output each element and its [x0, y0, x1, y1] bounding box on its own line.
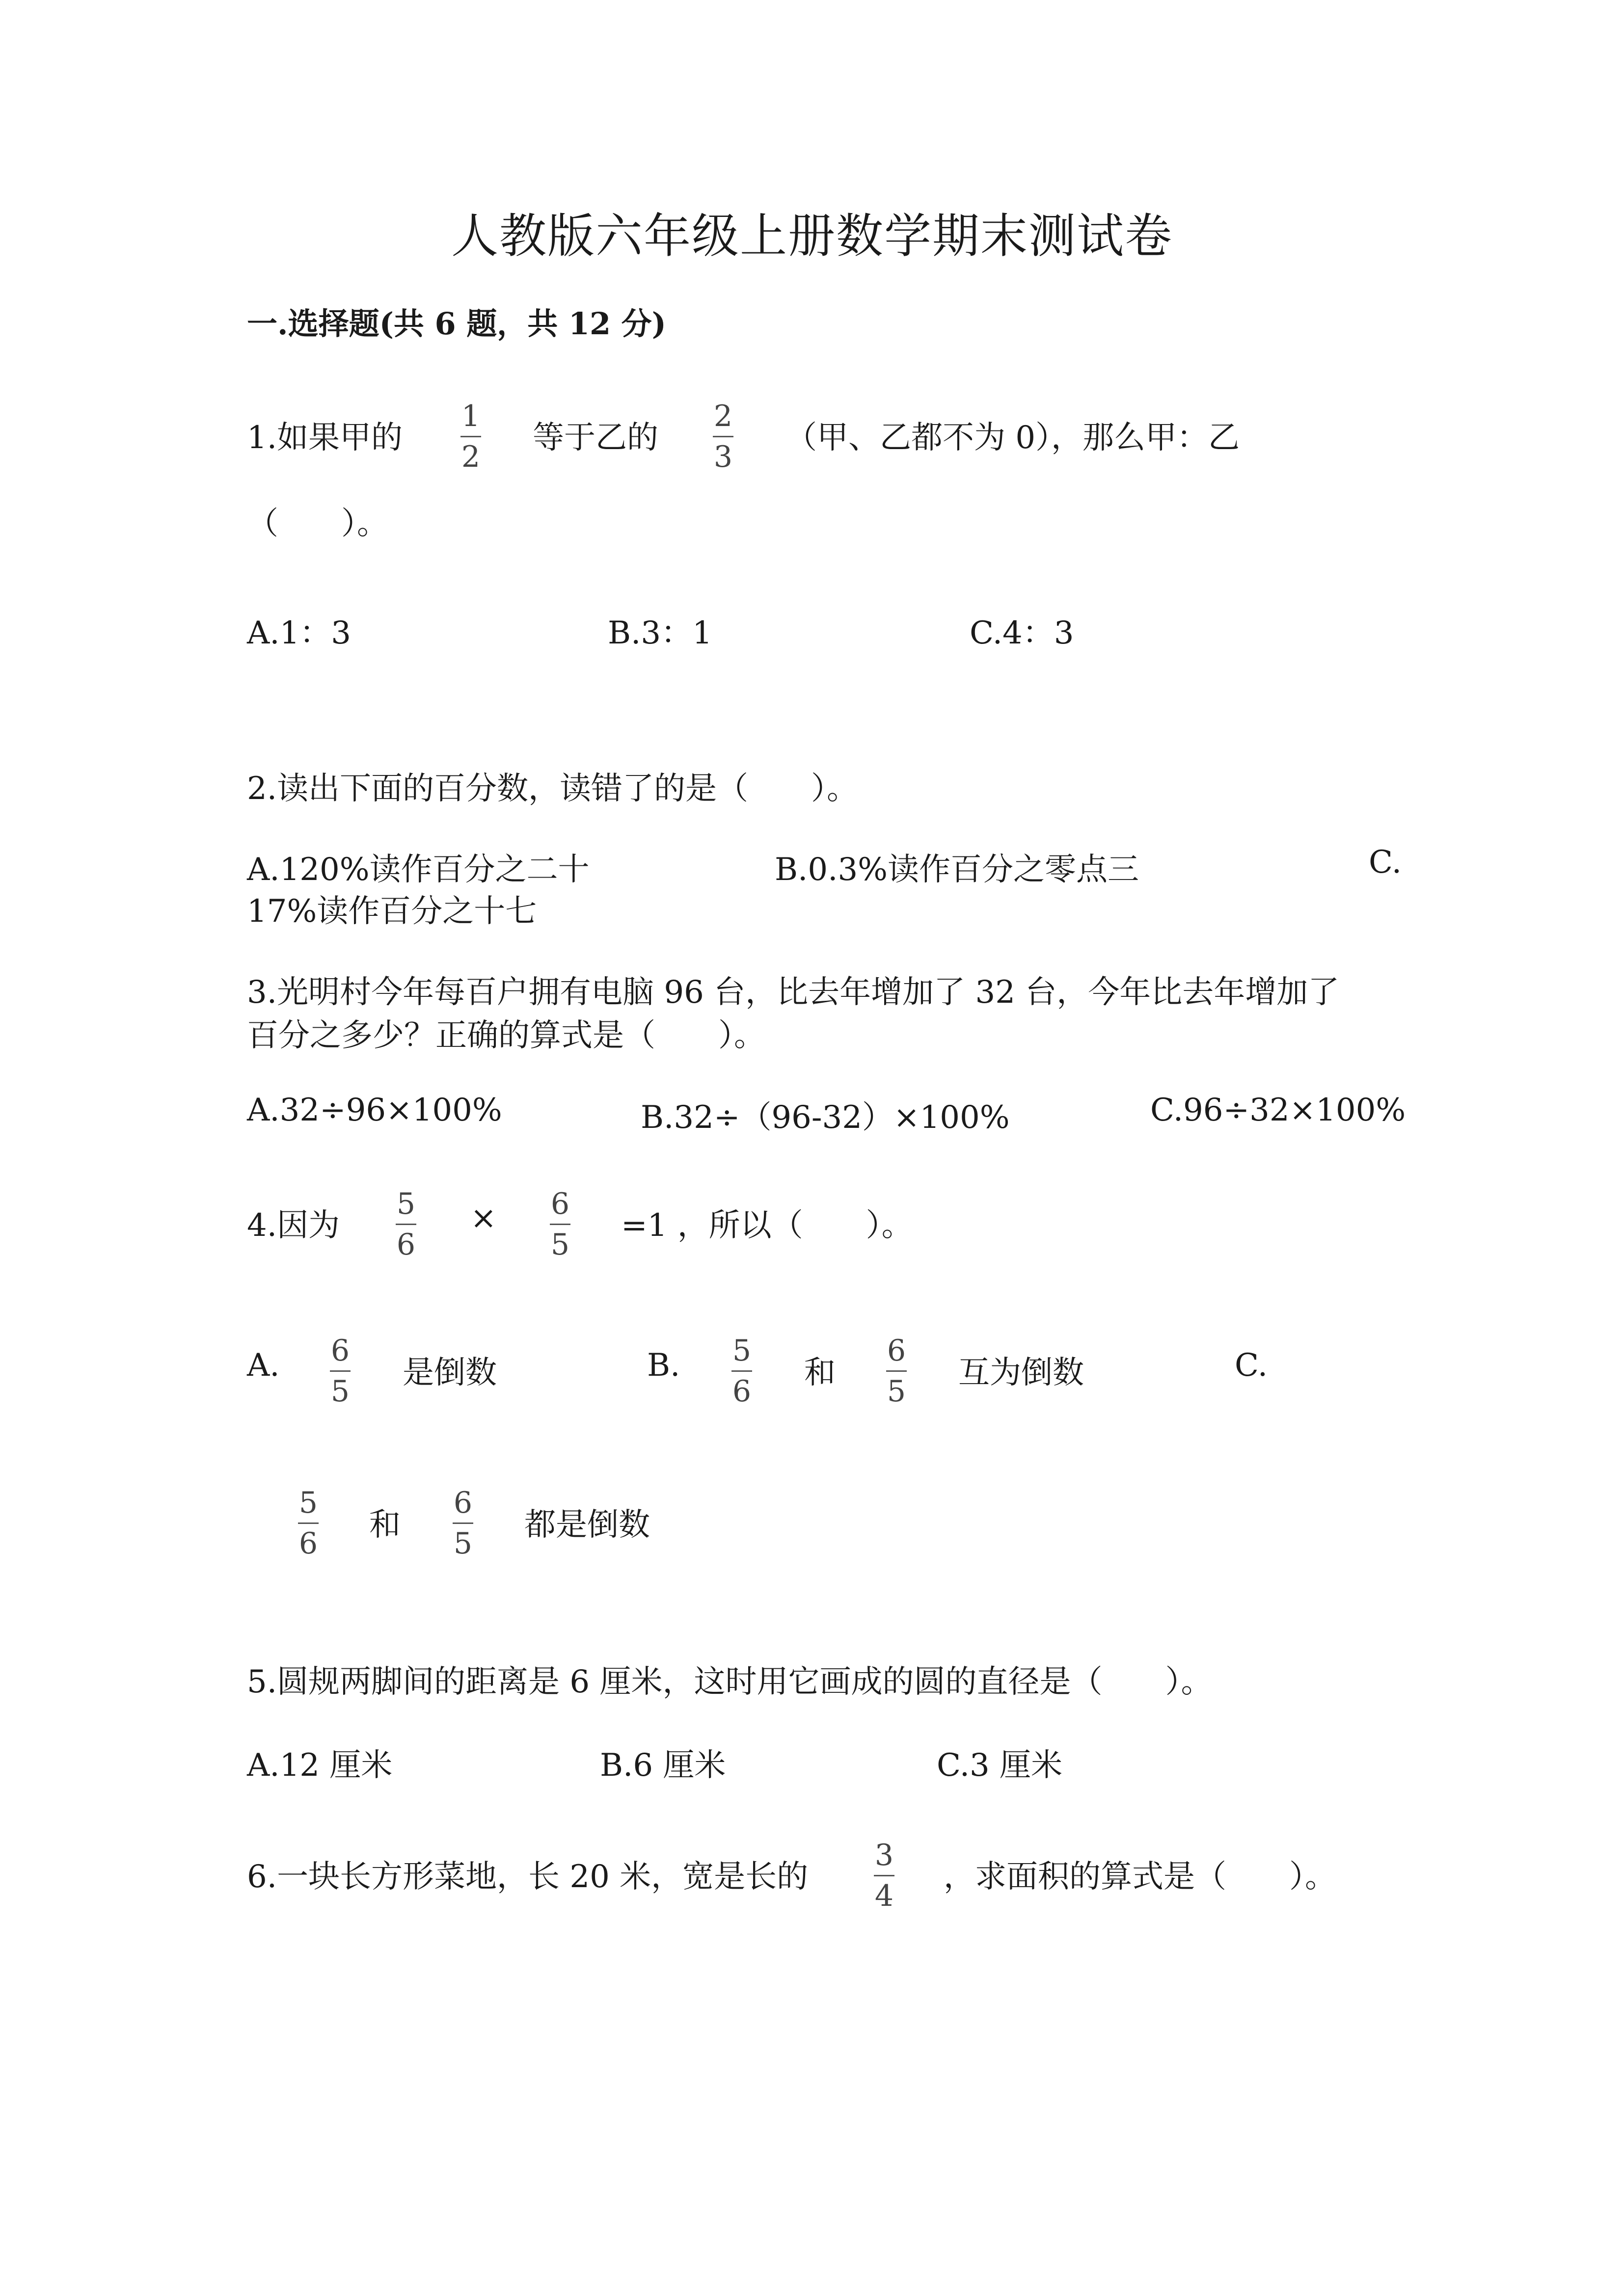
fraction-bar	[731, 1370, 752, 1372]
fraction-bar	[460, 436, 481, 437]
q4-option-c-label: C.	[1235, 1347, 1268, 1384]
fraction-bar	[396, 1224, 416, 1225]
q5-option-c: C.3 厘米	[937, 1747, 1063, 1784]
q1-text-d: （ ）。	[247, 506, 388, 542]
q1-option-c: C.4：3	[970, 615, 1074, 651]
fraction-bar	[713, 436, 733, 437]
q4-option-b-and: 和	[804, 1355, 836, 1391]
q2-option-b: B.0.3%读作百分之零点三	[775, 852, 1139, 888]
q1-option-a: A.1：3	[247, 615, 351, 651]
q4-option-a-fraction	[330, 1334, 351, 1409]
fraction-bar	[874, 1875, 894, 1876]
q4-optC-f1-numerator: 5	[298, 1486, 318, 1520]
fraction-bar	[550, 1224, 570, 1225]
q1-text-a: 1.如果甲的	[247, 420, 403, 456]
q1-f1-denominator: 2	[461, 440, 481, 474]
q4-optB-f1-numerator: 5	[732, 1334, 752, 1368]
q4-f1-denominator: 6	[396, 1228, 416, 1262]
q4-option-c-and: 和	[369, 1507, 401, 1543]
q2-option-c-label: C.	[1369, 844, 1402, 881]
q4-optB-f1-denominator: 6	[732, 1374, 752, 1409]
q4-option-b-label: B.	[647, 1347, 680, 1384]
q1-text-b: 等于乙的	[533, 420, 658, 456]
fraction-bar	[298, 1522, 319, 1524]
q4-text-a: 4.因为	[247, 1207, 340, 1244]
q5-option-a: A.12 厘米	[247, 1747, 393, 1784]
q4-optB-f2-numerator: 6	[887, 1334, 906, 1368]
q4-option-b-fraction-1	[731, 1334, 752, 1409]
q4-f2-denominator: 5	[550, 1228, 570, 1262]
q3-option-a: A.32÷96×100%	[247, 1092, 502, 1128]
q4-option-a-label: A.	[247, 1347, 280, 1384]
q4-optA-numerator: 6	[330, 1334, 350, 1368]
q4-option-b-fraction-2	[886, 1334, 907, 1409]
q3-option-c: C.96÷32×100%	[1150, 1092, 1406, 1128]
q4-optC-f1-denominator: 6	[298, 1526, 318, 1561]
page-title: 人教版六年级上册数学期末测试卷	[451, 209, 1173, 264]
q1-f1-numerator: 1	[461, 399, 481, 433]
q5-text: 5.圆规两脚间的距离是 6 厘米，这时用它画成的圆的直径是（ ）。	[247, 1664, 1213, 1700]
q2-option-a: A.120%读作百分之二十	[247, 852, 590, 888]
q4-optB-f2-denominator: 5	[887, 1374, 906, 1409]
q1-fraction-1	[460, 401, 481, 472]
q1-option-b: B.3：1	[608, 615, 712, 651]
q4-text-b: =1 ，所以（ ）。	[621, 1207, 913, 1244]
q6-numerator: 3	[874, 1838, 894, 1872]
q4-option-c-fraction-2	[453, 1486, 473, 1561]
q4-optA-denominator: 5	[330, 1374, 350, 1409]
q6-fraction	[874, 1838, 894, 1913]
q6-text-b: ，求面积的算式是（ ）。	[944, 1859, 1336, 1895]
q4-fraction-1	[396, 1187, 416, 1262]
q3-text-line2: 百分之多少？正确的算式是（ ）。	[247, 1017, 765, 1054]
q4-option-c-fraction-1	[298, 1486, 319, 1561]
q4-option-b-text: 互为倒数	[958, 1355, 1084, 1391]
q4-fraction-2	[550, 1187, 570, 1262]
q6-denominator: 4	[874, 1879, 894, 1913]
q6-text-a: 6.一块长方形菜地，长 20 米，宽是长的	[247, 1859, 809, 1895]
q4-f1-numerator: 5	[396, 1187, 416, 1221]
section-heading: 一.选择题(共 6 题，共 12 分)	[247, 306, 667, 342]
q4-option-a-text: 是倒数	[403, 1355, 497, 1391]
q1-text-c: （甲、乙都不为 0），那么甲：乙	[785, 420, 1240, 456]
fraction-bar	[886, 1370, 907, 1372]
fraction-bar	[453, 1522, 473, 1524]
q2-option-c-text: 17%读作百分之十七	[247, 893, 537, 930]
fraction-bar	[330, 1370, 351, 1372]
q3-option-b: B.32÷（96-32）×100%	[641, 1099, 1010, 1136]
q1-f2-numerator: 2	[713, 399, 733, 433]
q1-fraction-2	[713, 401, 733, 472]
q1-f2-denominator: 3	[713, 440, 733, 474]
q5-option-b: B.6 厘米	[600, 1747, 726, 1784]
q4-optC-f2-denominator: 5	[453, 1526, 473, 1561]
q4-optC-f2-numerator: 6	[453, 1486, 473, 1520]
q4-f2-numerator: 6	[550, 1187, 570, 1221]
q4-option-c-text: 都是倒数	[524, 1507, 650, 1543]
q2-text: 2.读出下面的百分数，读错了的是（ ）。	[247, 771, 859, 807]
q4-times-sign: ×	[470, 1200, 497, 1236]
q3-text-line1: 3.光明村今年每百户拥有电脑 96 台，比去年增加了 32 台，今年比去年增加了	[247, 974, 1340, 1011]
